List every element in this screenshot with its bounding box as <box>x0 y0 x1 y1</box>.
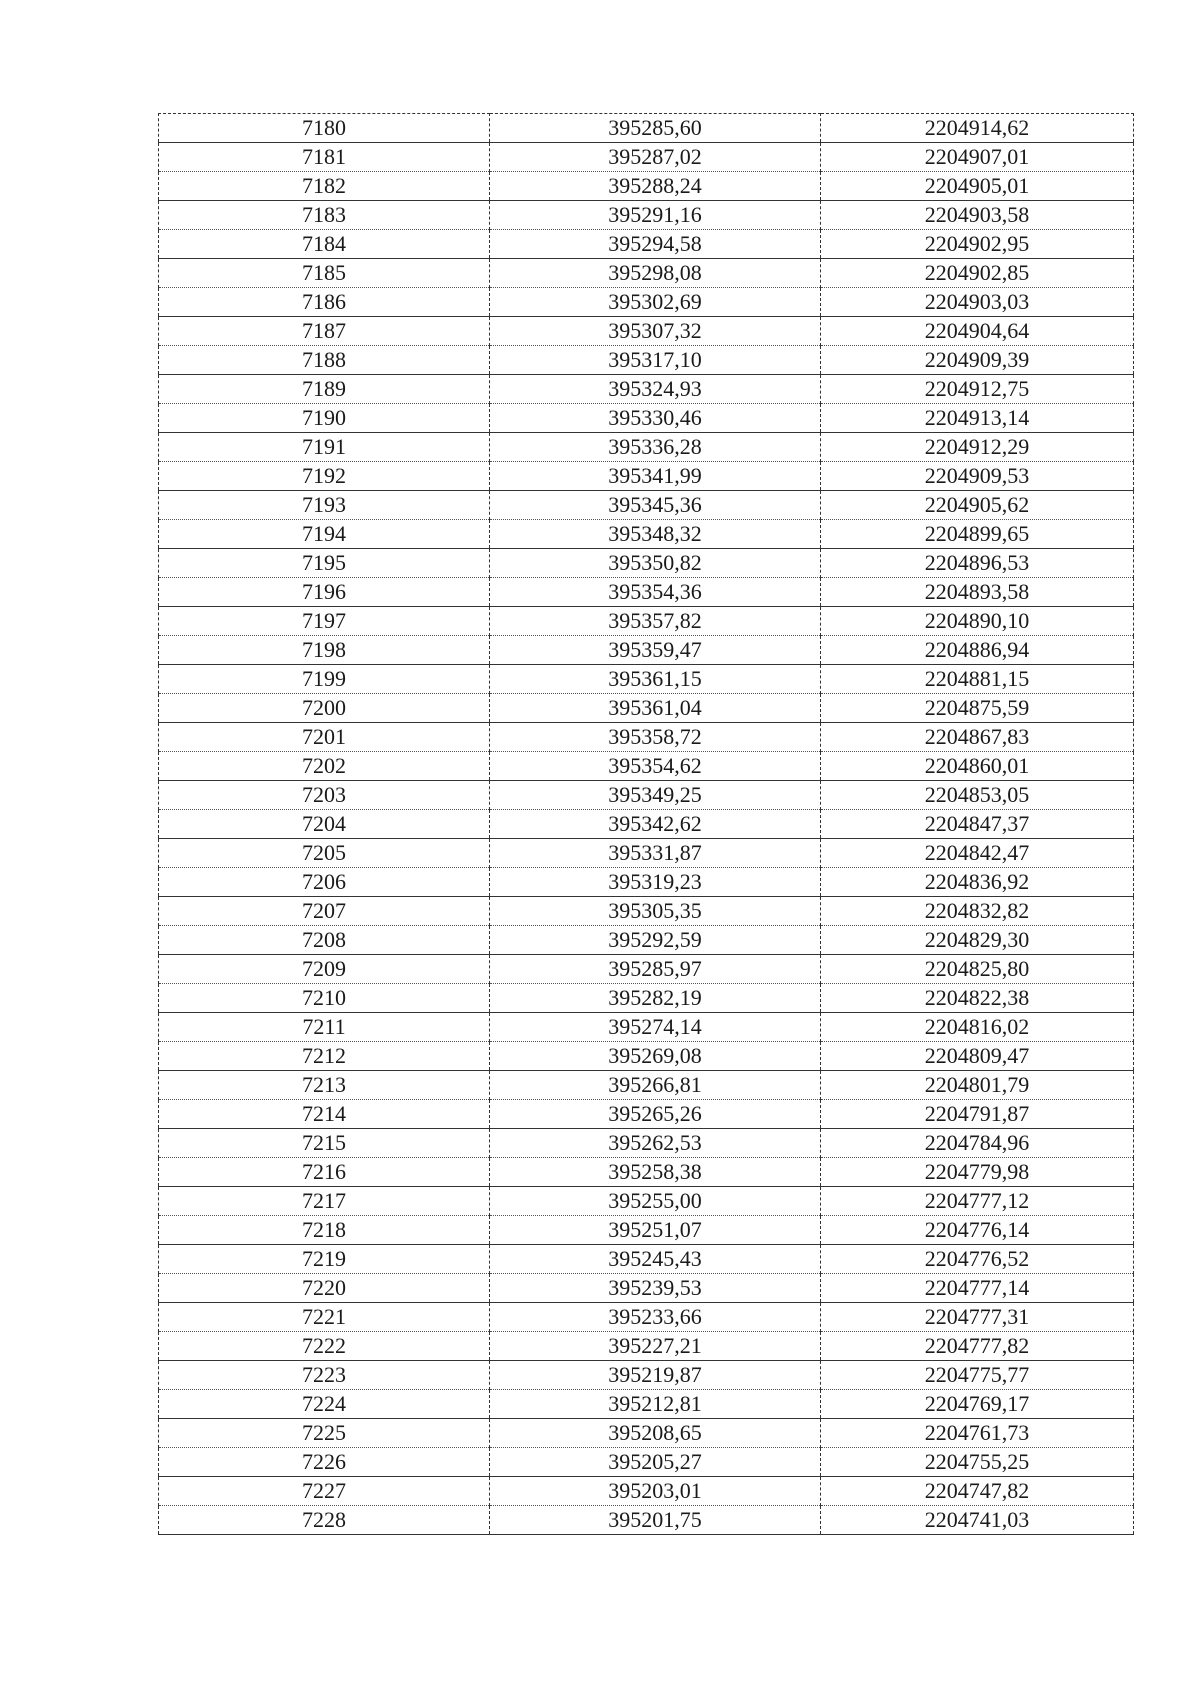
table-row <box>159 868 1134 897</box>
point-number-cell: 7188 <box>159 346 490 375</box>
point-number-cell: 7214 <box>159 1100 490 1129</box>
table-row <box>159 375 1134 404</box>
x-coordinate-cell: 395354,36 <box>490 578 821 607</box>
table-row <box>159 114 1134 143</box>
point-number-cell: 7209 <box>159 955 490 984</box>
y-coordinate-cell: 2204769,17 <box>821 1390 1134 1419</box>
table-row <box>159 694 1134 723</box>
y-coordinate-cell: 2204825,80 <box>821 955 1134 984</box>
x-coordinate-cell: 395319,23 <box>490 868 821 897</box>
table-row <box>159 1071 1134 1100</box>
y-coordinate-cell: 2204896,53 <box>821 549 1134 578</box>
y-coordinate-cell: 2204853,05 <box>821 781 1134 810</box>
y-coordinate-cell: 2204777,12 <box>821 1187 1134 1216</box>
point-number-cell: 7190 <box>159 404 490 433</box>
x-coordinate-cell: 395287,02 <box>490 143 821 172</box>
table-row <box>159 1361 1134 1390</box>
x-coordinate-cell: 395288,24 <box>490 172 821 201</box>
x-coordinate-cell: 395255,00 <box>490 1187 821 1216</box>
table-row <box>159 346 1134 375</box>
table-row <box>159 1506 1134 1535</box>
point-number-cell: 7210 <box>159 984 490 1013</box>
table-row <box>159 1013 1134 1042</box>
y-coordinate-cell: 2204903,58 <box>821 201 1134 230</box>
y-coordinate-cell: 2204801,79 <box>821 1071 1134 1100</box>
x-coordinate-cell: 395219,87 <box>490 1361 821 1390</box>
x-coordinate-cell: 395291,16 <box>490 201 821 230</box>
x-coordinate-cell: 395305,35 <box>490 897 821 926</box>
y-coordinate-cell: 2204886,94 <box>821 636 1134 665</box>
y-coordinate-cell: 2204904,64 <box>821 317 1134 346</box>
table-row <box>159 462 1134 491</box>
x-coordinate-cell: 395341,99 <box>490 462 821 491</box>
point-number-cell: 7180 <box>159 114 490 143</box>
y-coordinate-cell: 2204777,31 <box>821 1303 1134 1332</box>
point-number-cell: 7227 <box>159 1477 490 1506</box>
x-coordinate-cell: 395227,21 <box>490 1332 821 1361</box>
y-coordinate-cell: 2204847,37 <box>821 810 1134 839</box>
table-row <box>159 520 1134 549</box>
y-coordinate-cell: 2204905,62 <box>821 491 1134 520</box>
point-number-cell: 7224 <box>159 1390 490 1419</box>
x-coordinate-cell: 395359,47 <box>490 636 821 665</box>
coordinates-table <box>158 113 1134 1535</box>
x-coordinate-cell: 395292,59 <box>490 926 821 955</box>
table-row <box>159 1245 1134 1274</box>
x-coordinate-cell: 395361,04 <box>490 694 821 723</box>
point-number-cell: 7222 <box>159 1332 490 1361</box>
point-number-cell: 7223 <box>159 1361 490 1390</box>
table-row <box>159 288 1134 317</box>
y-coordinate-cell: 2204912,29 <box>821 433 1134 462</box>
table-row <box>159 1187 1134 1216</box>
y-coordinate-cell: 2204741,03 <box>821 1506 1134 1535</box>
point-number-cell: 7206 <box>159 868 490 897</box>
point-number-cell: 7187 <box>159 317 490 346</box>
table-row <box>159 723 1134 752</box>
table-row <box>159 1216 1134 1245</box>
point-number-cell: 7184 <box>159 230 490 259</box>
y-coordinate-cell: 2204822,38 <box>821 984 1134 1013</box>
y-coordinate-cell: 2204747,82 <box>821 1477 1134 1506</box>
table-row <box>159 1274 1134 1303</box>
point-number-cell: 7182 <box>159 172 490 201</box>
table-row <box>159 636 1134 665</box>
y-coordinate-cell: 2204893,58 <box>821 578 1134 607</box>
point-number-cell: 7220 <box>159 1274 490 1303</box>
x-coordinate-cell: 395233,66 <box>490 1303 821 1332</box>
point-number-cell: 7185 <box>159 259 490 288</box>
point-number-cell: 7201 <box>159 723 490 752</box>
y-coordinate-cell: 2204775,77 <box>821 1361 1134 1390</box>
x-coordinate-cell: 395262,53 <box>490 1129 821 1158</box>
y-coordinate-cell: 2204816,02 <box>821 1013 1134 1042</box>
table-row <box>159 317 1134 346</box>
point-number-cell: 7219 <box>159 1245 490 1274</box>
x-coordinate-cell: 395239,53 <box>490 1274 821 1303</box>
point-number-cell: 7217 <box>159 1187 490 1216</box>
x-coordinate-cell: 395348,32 <box>490 520 821 549</box>
x-coordinate-cell: 395330,46 <box>490 404 821 433</box>
y-coordinate-cell: 2204777,82 <box>821 1332 1134 1361</box>
point-number-cell: 7216 <box>159 1158 490 1187</box>
x-coordinate-cell: 395274,14 <box>490 1013 821 1042</box>
point-number-cell: 7202 <box>159 752 490 781</box>
y-coordinate-cell: 2204909,39 <box>821 346 1134 375</box>
point-number-cell: 7191 <box>159 433 490 462</box>
point-number-cell: 7228 <box>159 1506 490 1535</box>
x-coordinate-cell: 395354,62 <box>490 752 821 781</box>
point-number-cell: 7197 <box>159 607 490 636</box>
y-coordinate-cell: 2204867,83 <box>821 723 1134 752</box>
point-number-cell: 7213 <box>159 1071 490 1100</box>
table-row <box>159 1042 1134 1071</box>
table-row <box>159 1158 1134 1187</box>
point-number-cell: 7194 <box>159 520 490 549</box>
x-coordinate-cell: 395336,28 <box>490 433 821 462</box>
table-row <box>159 752 1134 781</box>
table-row <box>159 404 1134 433</box>
y-coordinate-cell: 2204905,01 <box>821 172 1134 201</box>
point-number-cell: 7215 <box>159 1129 490 1158</box>
y-coordinate-cell: 2204791,87 <box>821 1100 1134 1129</box>
y-coordinate-cell: 2204842,47 <box>821 839 1134 868</box>
point-number-cell: 7207 <box>159 897 490 926</box>
y-coordinate-cell: 2204776,52 <box>821 1245 1134 1274</box>
x-coordinate-cell: 395282,19 <box>490 984 821 1013</box>
point-number-cell: 7193 <box>159 491 490 520</box>
y-coordinate-cell: 2204860,01 <box>821 752 1134 781</box>
x-coordinate-cell: 395317,10 <box>490 346 821 375</box>
y-coordinate-cell: 2204875,59 <box>821 694 1134 723</box>
table-row <box>159 1332 1134 1361</box>
point-number-cell: 7211 <box>159 1013 490 1042</box>
table-row <box>159 839 1134 868</box>
x-coordinate-cell: 395345,36 <box>490 491 821 520</box>
x-coordinate-cell: 395331,87 <box>490 839 821 868</box>
point-number-cell: 7198 <box>159 636 490 665</box>
y-coordinate-cell: 2204836,92 <box>821 868 1134 897</box>
y-coordinate-cell: 2204829,30 <box>821 926 1134 955</box>
point-number-cell: 7192 <box>159 462 490 491</box>
x-coordinate-cell: 395208,65 <box>490 1419 821 1448</box>
point-number-cell: 7196 <box>159 578 490 607</box>
x-coordinate-cell: 395349,25 <box>490 781 821 810</box>
table-row <box>159 230 1134 259</box>
table-row <box>159 984 1134 1013</box>
point-number-cell: 7218 <box>159 1216 490 1245</box>
table-row <box>159 607 1134 636</box>
y-coordinate-cell: 2204809,47 <box>821 1042 1134 1071</box>
table-row <box>159 1129 1134 1158</box>
y-coordinate-cell: 2204913,14 <box>821 404 1134 433</box>
x-coordinate-cell: 395342,62 <box>490 810 821 839</box>
point-number-cell: 7189 <box>159 375 490 404</box>
x-coordinate-cell: 395258,38 <box>490 1158 821 1187</box>
y-coordinate-cell: 2204907,01 <box>821 143 1134 172</box>
point-number-cell: 7186 <box>159 288 490 317</box>
y-coordinate-cell: 2204890,10 <box>821 607 1134 636</box>
x-coordinate-cell: 395357,82 <box>490 607 821 636</box>
x-coordinate-cell: 395324,93 <box>490 375 821 404</box>
point-number-cell: 7225 <box>159 1419 490 1448</box>
y-coordinate-cell: 2204902,85 <box>821 259 1134 288</box>
y-coordinate-cell: 2204914,62 <box>821 114 1134 143</box>
point-number-cell: 7212 <box>159 1042 490 1071</box>
x-coordinate-cell: 395307,32 <box>490 317 821 346</box>
y-coordinate-cell: 2204777,14 <box>821 1274 1134 1303</box>
table-row <box>159 955 1134 984</box>
x-coordinate-cell: 395302,69 <box>490 288 821 317</box>
x-coordinate-cell: 395269,08 <box>490 1042 821 1071</box>
y-coordinate-cell: 2204779,98 <box>821 1158 1134 1187</box>
point-number-cell: 7226 <box>159 1448 490 1477</box>
x-coordinate-cell: 395285,97 <box>490 955 821 984</box>
table-row <box>159 781 1134 810</box>
point-number-cell: 7200 <box>159 694 490 723</box>
x-coordinate-cell: 395266,81 <box>490 1071 821 1100</box>
table-row <box>159 926 1134 955</box>
table-row <box>159 491 1134 520</box>
x-coordinate-cell: 395294,58 <box>490 230 821 259</box>
table-row <box>159 1477 1134 1506</box>
x-coordinate-cell: 395201,75 <box>490 1506 821 1535</box>
table-row <box>159 1100 1134 1129</box>
y-coordinate-cell: 2204899,65 <box>821 520 1134 549</box>
x-coordinate-cell: 395245,43 <box>490 1245 821 1274</box>
point-number-cell: 7199 <box>159 665 490 694</box>
table-row <box>159 433 1134 462</box>
table-row <box>159 549 1134 578</box>
y-coordinate-cell: 2204832,82 <box>821 897 1134 926</box>
table-row <box>159 1303 1134 1332</box>
point-number-cell: 7208 <box>159 926 490 955</box>
point-number-cell: 7181 <box>159 143 490 172</box>
table-row <box>159 665 1134 694</box>
point-number-cell: 7205 <box>159 839 490 868</box>
point-number-cell: 7221 <box>159 1303 490 1332</box>
x-coordinate-cell: 395361,15 <box>490 665 821 694</box>
table-row <box>159 1419 1134 1448</box>
table-row <box>159 578 1134 607</box>
y-coordinate-cell: 2204909,53 <box>821 462 1134 491</box>
x-coordinate-cell: 395205,27 <box>490 1448 821 1477</box>
x-coordinate-cell: 395285,60 <box>490 114 821 143</box>
x-coordinate-cell: 395212,81 <box>490 1390 821 1419</box>
y-coordinate-cell: 2204755,25 <box>821 1448 1134 1477</box>
x-coordinate-cell: 395265,26 <box>490 1100 821 1129</box>
x-coordinate-cell: 395298,08 <box>490 259 821 288</box>
y-coordinate-cell: 2204902,95 <box>821 230 1134 259</box>
table-row <box>159 201 1134 230</box>
table-row <box>159 172 1134 201</box>
table-row <box>159 1390 1134 1419</box>
x-coordinate-cell: 395358,72 <box>490 723 821 752</box>
y-coordinate-cell: 2204776,14 <box>821 1216 1134 1245</box>
table-row <box>159 810 1134 839</box>
table-row <box>159 897 1134 926</box>
y-coordinate-cell: 2204784,96 <box>821 1129 1134 1158</box>
table-row <box>159 143 1134 172</box>
y-coordinate-cell: 2204912,75 <box>821 375 1134 404</box>
y-coordinate-cell: 2204761,73 <box>821 1419 1134 1448</box>
x-coordinate-cell: 395350,82 <box>490 549 821 578</box>
point-number-cell: 7183 <box>159 201 490 230</box>
x-coordinate-cell: 395203,01 <box>490 1477 821 1506</box>
table-row <box>159 259 1134 288</box>
point-number-cell: 7195 <box>159 549 490 578</box>
coordinates-table-body <box>159 114 1134 1535</box>
point-number-cell: 7203 <box>159 781 490 810</box>
y-coordinate-cell: 2204881,15 <box>821 665 1134 694</box>
point-number-cell: 7204 <box>159 810 490 839</box>
x-coordinate-cell: 395251,07 <box>490 1216 821 1245</box>
y-coordinate-cell: 2204903,03 <box>821 288 1134 317</box>
table-row <box>159 1448 1134 1477</box>
